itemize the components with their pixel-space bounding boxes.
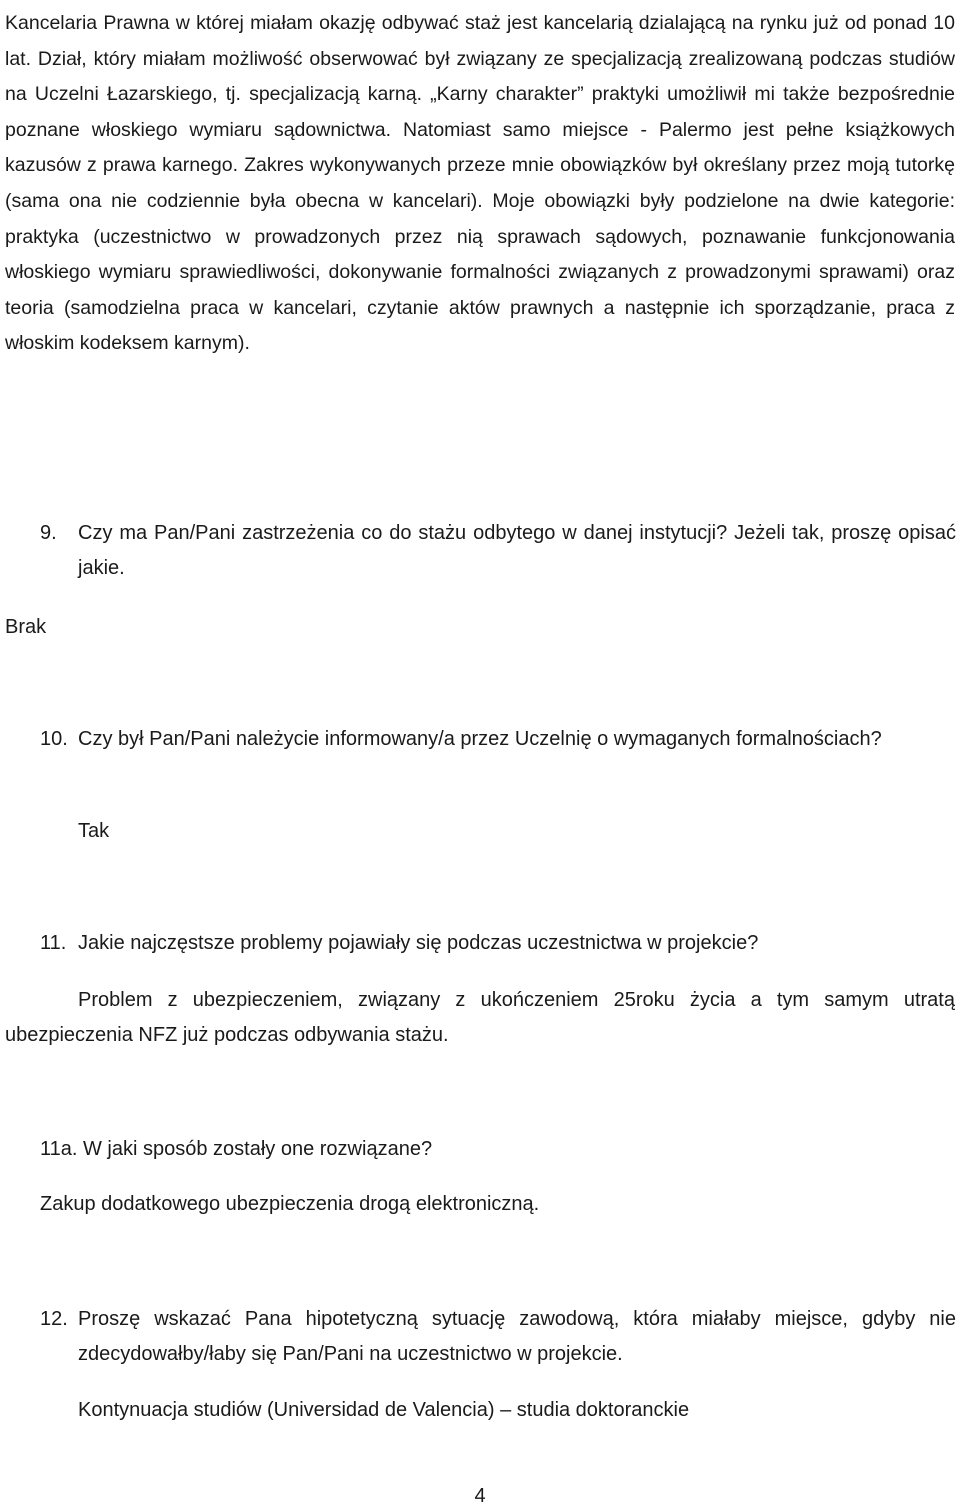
question-11-number: 11. (40, 932, 67, 954)
answer-11a: Zakup dodatkowego ubezpieczenia drogą elektroniczną. (40, 1193, 540, 1215)
question-11-text: Jakie najczęstsze problemy pojawiały się podczas uczestnictwa w projekcie? (78, 932, 759, 954)
question-12-number: 12. (40, 1308, 68, 1330)
answer-9: Brak (5, 616, 47, 638)
question-12-text: Proszę wskazać Pana hipotetyczną sytuację zawodową, która miałaby miejsce, gdyby nie zdecydowałby/łaby się Pan/Pani na uczestnictwo w projekcie. (78, 1308, 956, 1365)
question-9-number: 9. (40, 522, 57, 544)
question-11 (40, 926, 956, 961)
question-10 (40, 722, 956, 757)
question-9 (40, 516, 956, 586)
intro-paragraph: Kancelaria Prawna w której miałam okazję odbywać staż jest kancelarią dzialającą na rynku już od ponad 10 lat. Dział, który miałam możliwość obserwować był związany ze specjalizacją zrealizowaną podczas studiów na Uczelni Łazarskiego, tj. specjalizacją karną. „Karny charakter” praktyki umożliwił mi także bezpośrednie poznane włoskiego wymiaru sądownictwa. Natomiast samo miejsce - Palermo jest pełne książkowych kazusów z prawa karnego. Zakres wykonywanych przeze mnie obowiązków był określany przez moją tutorkę (sama ona nie codziennie była obecna w kancelari). Moje obowiązki były podzielone na dwie kategorie: praktyka (uczestnictwo w prowadzonych przez nią sprawach sądowych, poznawanie funkcjonowania włoskiego wymiaru sprawiedliwości, dokonywanie formalności związanych z prowadzonymi sprawami) oraz teoria (samodzielna praca w kancelari, czytanie aktów prawnych a następnie ich sporządzanie, praca z włoskim kodeksem karnym). (5, 12, 955, 355)
question-10-number: 10. (40, 728, 68, 750)
answer-10: Tak (78, 820, 110, 842)
question-11a-text: 11a. W jaki sposób zostały one rozwiązane? (40, 1138, 433, 1160)
page-number: 4 (474, 1485, 486, 1507)
question-9-text: Czy ma Pan/Pani zastrzeżenia co do stażu odbytego w danej instytucji? Jeżeli tak, proszę opisać jakie. (78, 522, 956, 579)
question-12 (40, 1302, 956, 1372)
answer-11: Problem z ubezpieczeniem, związany z ukończeniem 25roku życia a tym samym utratą ubezpieczenia NFZ już podczas odbywania stażu. (5, 989, 955, 1046)
answer-12: Kontynuacja studiów (Universidad de Valencia) – studia doktoranckie (78, 1399, 690, 1421)
question-10-text: Czy był Pan/Pani należycie informowany/a przez Uczelnię o wymaganych formalnościach? (78, 728, 882, 750)
